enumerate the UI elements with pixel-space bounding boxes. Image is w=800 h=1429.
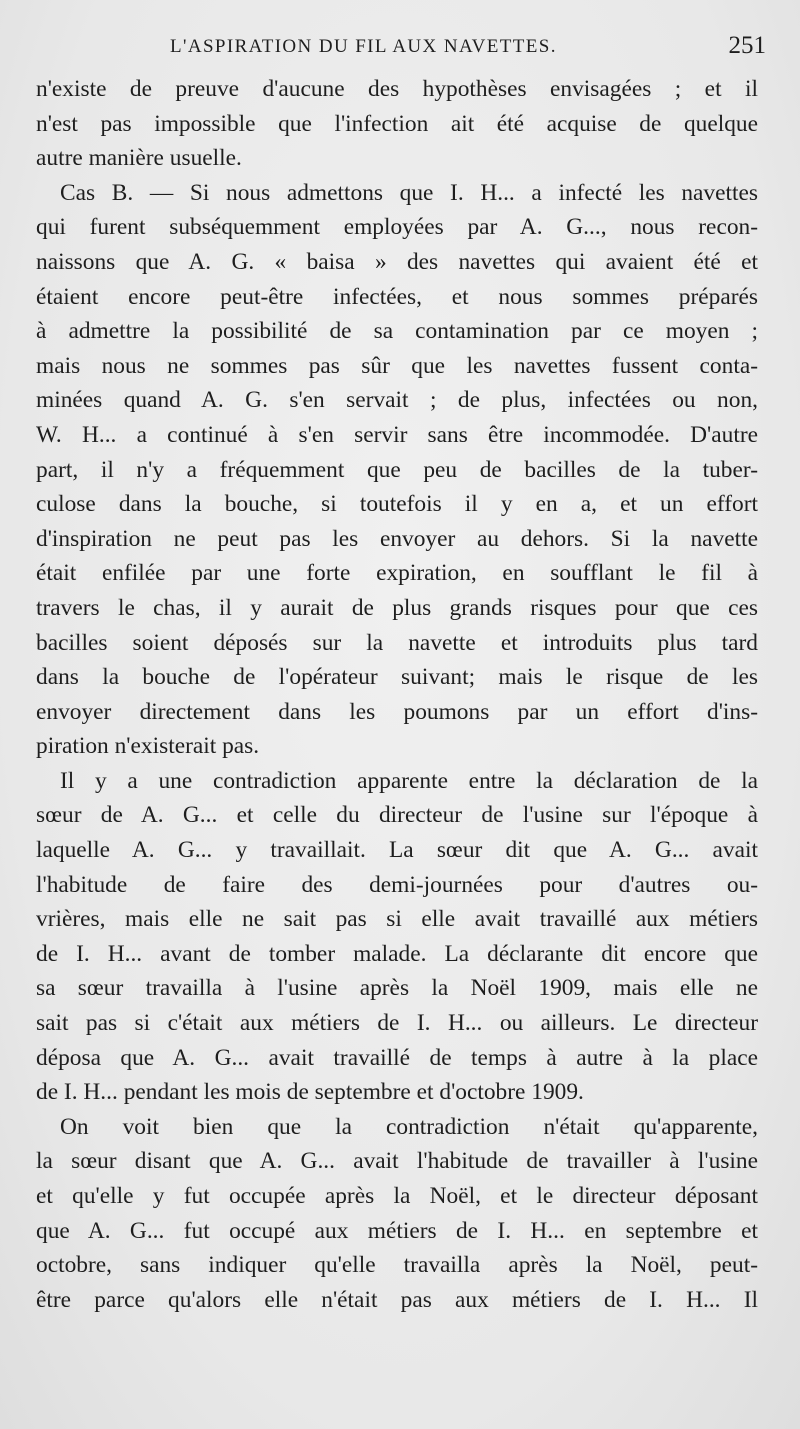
text-line: envoyer directement dans les poumons par un effort d'ins-	[36, 698, 758, 725]
paragraph	[36, 1110, 758, 1318]
text-line: d'inspiration ne peut pas les envoyer au dehors. Si la navette	[36, 525, 758, 552]
text-line: et qu'elle y fut occupée après la Noël, et le directeur déposant	[36, 1183, 758, 1209]
text-line: déposa que A. G... avait travaillé de temps à autre à la place	[36, 1044, 758, 1071]
text-line: On voit bien que la contradiction n'était qu'apparente,	[60, 1113, 758, 1140]
text-line: laquelle A. G... y travaillait. La sœur dit que A. G... avait	[36, 837, 758, 864]
text-line: qui furent subséquemment employées par A. G..., nous recon-	[36, 214, 758, 241]
text-line: culose dans la bouche, si toutefois il y en a, et un effort	[36, 491, 758, 518]
body-text	[36, 72, 758, 1317]
text-line: part, il n'y a fréquemment que peu de bacilles de la tuber-	[36, 456, 758, 483]
text-line: la sœur disant que A. G... avait l'habitude de travailler à l'usine	[36, 1148, 758, 1175]
text-line: W. H... a continué à s'en servir sans être incommodée. D'autre	[36, 421, 758, 448]
text-line: n'est pas impossible que l'infection ait été acquise de quelque	[36, 110, 758, 137]
paragraph-cas-b	[36, 176, 758, 764]
text-line: de I. H... avant de tomber malade. La déclarante dit encore que	[36, 940, 758, 967]
text-line: Il y a une contradiction apparente entre la déclaration de la	[60, 767, 758, 794]
text-line: octobre, sans indiquer qu'elle travailla après la Noël, peut-	[36, 1252, 758, 1279]
text-line: autre manière usuelle.	[36, 145, 242, 172]
running-title: L'ASPIRATION DU FIL AUX NAVETTES.	[170, 36, 557, 57]
text-line: vrières, mais elle ne sait pas si elle avait travaillé aux métiers	[36, 906, 758, 933]
text-line: sait pas si c'était aux métiers de I. H... ou ailleurs. Le directeur	[36, 1010, 758, 1037]
text-line: l'habitude de faire des demi-journées pour d'autres ou-	[36, 871, 758, 898]
text-line: dans la bouche de l'opérateur suivant; mais le risque de les	[36, 664, 758, 691]
text-line: minées quand A. G. s'en servait ; de plus, infectées ou non,	[36, 387, 758, 414]
paragraph	[36, 764, 758, 1110]
text-line: de I. H... pendant les mois de septembre et d'octobre 1909.	[36, 1079, 584, 1106]
paragraph	[36, 72, 758, 176]
text-line: n'existe de preuve d'aucune des hypothèses envisagées ; et il	[36, 76, 758, 102]
text-line: naissons que A. G. « baisa » des navettes qui avaient été et	[36, 248, 758, 275]
text-line: Cas B. — Si nous admettons que I. H... a infecté les navettes	[60, 179, 758, 206]
page-number: 251	[728, 32, 766, 59]
text-line: travers le chas, il y aurait de plus grands risques pour que ces	[36, 594, 758, 621]
text-line: sœur de A. G... et celle du directeur de l'usine sur l'époque à	[36, 802, 758, 829]
running-header	[0, 30, 800, 64]
text-line: à admettre la possibilité de sa contamination par ce moyen ;	[36, 318, 758, 345]
text-line: étaient encore peut-être infectées, et nous sommes préparés	[36, 283, 758, 310]
text-line: que A. G... fut occupé aux métiers de I. H... en septembre et	[36, 1217, 758, 1244]
text-line: sa sœur travailla à l'usine après la Noël 1909, mais elle ne	[36, 975, 758, 1002]
text-line: mais nous ne sommes pas sûr que les navettes fussent conta-	[36, 352, 758, 379]
text-line: bacilles soient déposés sur la navette et introduits plus tard	[36, 629, 758, 656]
text-line: piration n'existerait pas.	[36, 733, 260, 760]
text-line: être parce qu'alors elle n'était pas aux métiers de I. H... Il	[36, 1286, 758, 1313]
text-line: était enfilée par une forte expiration, en soufflant le fil à	[36, 560, 758, 587]
